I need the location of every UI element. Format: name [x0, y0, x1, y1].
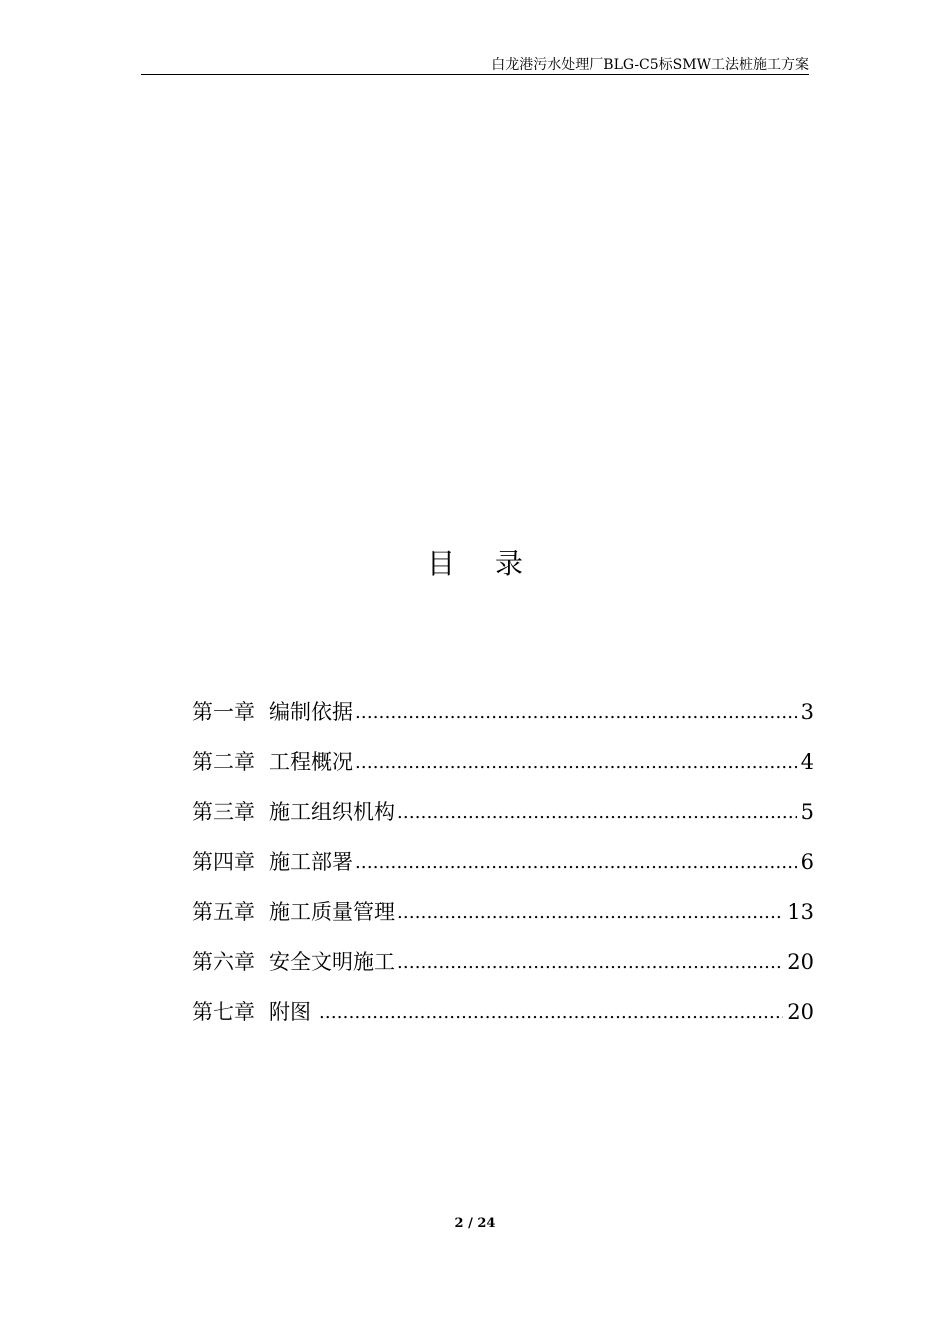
toc-entry-title: 施工组织机构	[269, 800, 395, 824]
toc-entry-title: 附图	[269, 1000, 311, 1024]
header-title: 白龙港污水处理厂BLG-C5标SMW工法桩施工方案	[491, 57, 809, 73]
toc-entry-6[interactable]	[192, 945, 814, 995]
toc-leader-dots	[397, 894, 783, 930]
toc-entry-4[interactable]	[192, 845, 814, 895]
toc-page-number: 20	[787, 1000, 814, 1024]
toc-chapter: 第七章	[192, 1000, 255, 1024]
page-header	[141, 56, 809, 75]
toc-chapter: 第五章	[192, 900, 255, 924]
toc-page-number: 20	[787, 950, 814, 974]
toc-title-left: 目	[426, 547, 455, 580]
toc-chapter: 第四章	[192, 850, 255, 874]
toc-entry-title: 编制依据	[269, 700, 353, 724]
toc-leader-dots	[355, 844, 797, 880]
page-footer	[0, 1216, 950, 1232]
toc-entry-title: 安全文明施工	[269, 950, 395, 974]
toc-page-number: 3	[800, 700, 814, 724]
toc-entry-3[interactable]	[192, 795, 814, 845]
toc-list	[192, 695, 814, 1045]
toc-chapter: 第六章	[192, 950, 255, 974]
toc-title	[0, 546, 950, 582]
toc-page-number: 4	[800, 750, 814, 774]
toc-page-number: 5	[800, 800, 814, 824]
toc-entry-title: 工程概况	[269, 750, 353, 774]
page-indicator: 2 / 24	[454, 1216, 496, 1231]
toc-chapter: 第二章	[192, 750, 255, 774]
toc-leader-dots	[355, 694, 797, 730]
toc-leader-dots	[319, 994, 783, 1030]
toc-chapter: 第一章	[192, 700, 255, 724]
toc-leader-dots	[397, 794, 797, 830]
toc-entry-2[interactable]	[192, 745, 814, 795]
toc-leader-dots	[355, 744, 797, 780]
toc-page-number: 13	[787, 900, 814, 924]
toc-entry-title: 施工质量管理	[269, 900, 395, 924]
toc-title-right: 录	[495, 547, 524, 580]
toc-entry-title: 施工部署	[269, 850, 353, 874]
toc-leader-dots	[397, 944, 783, 980]
toc-page-number: 6	[800, 850, 814, 874]
toc-chapter: 第三章	[192, 800, 255, 824]
toc-entry-1[interactable]	[192, 695, 814, 745]
toc-entry-7[interactable]	[192, 995, 814, 1045]
toc-entry-5[interactable]	[192, 895, 814, 945]
